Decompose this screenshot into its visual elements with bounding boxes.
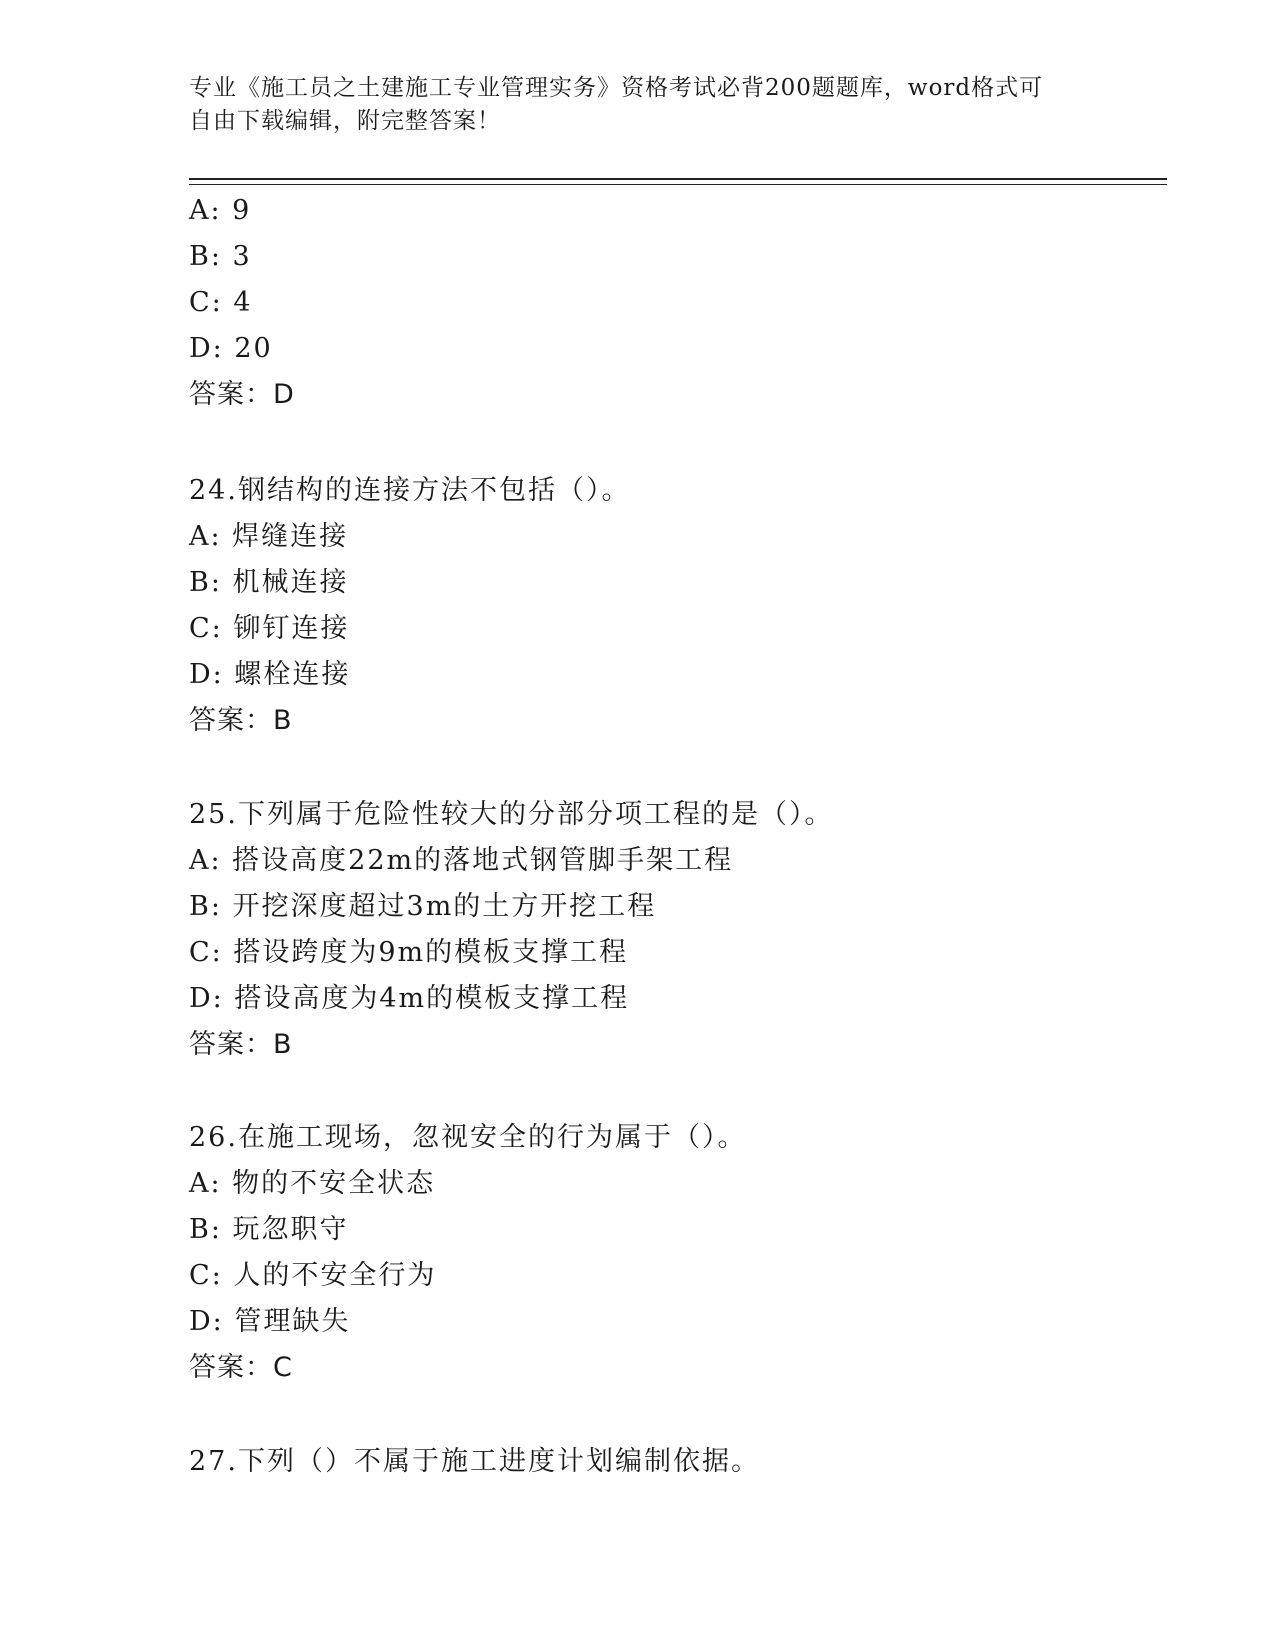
option-c: C: 搭设跨度为9m的模板支撑工程 xyxy=(189,937,629,968)
question-text: 25.下列属于危险性较大的分部分项工程的是（）。 xyxy=(189,799,834,830)
option-b: B: 机械连接 xyxy=(189,567,349,598)
option-d: D: 搭设高度为4m的模板支撑工程 xyxy=(189,983,630,1014)
document-header xyxy=(189,72,1089,138)
option-a: A: 9 xyxy=(189,195,252,226)
question-27 xyxy=(189,1439,1169,1485)
question-text: 27.下列（）不属于施工进度计划编制依据。 xyxy=(189,1446,760,1477)
header-rule-thick xyxy=(189,178,1167,180)
option-a: A: 搭设高度22m的落地式钢管脚手架工程 xyxy=(189,845,734,876)
question-23-continued xyxy=(189,188,1169,418)
question-text: 26.在施工现场，忽视安全的行为属于（）。 xyxy=(189,1122,747,1153)
answer-line: 答案：B xyxy=(189,1029,293,1060)
question-26 xyxy=(189,1115,1169,1391)
question-24 xyxy=(189,468,1169,744)
option-c: C: 4 xyxy=(189,287,253,318)
header-line-2: 自由下载编辑，附完整答案！ xyxy=(189,108,501,134)
answer-line: 答案：D xyxy=(189,379,295,410)
option-b: B: 玩忽职守 xyxy=(189,1214,349,1245)
header-rule-thin xyxy=(189,184,1167,185)
option-a: A: 物的不安全状态 xyxy=(189,1168,436,1199)
question-text: 24.钢结构的连接方法不包括（）。 xyxy=(189,475,631,506)
answer-line: 答案：C xyxy=(189,1352,293,1383)
answer-line: 答案：B xyxy=(189,705,293,736)
option-d: D: 管理缺失 xyxy=(189,1306,351,1337)
header-line-1: 专业《施工员之土建施工专业管理实务》资格考试必背200题题库，word格式可 xyxy=(189,75,1044,101)
option-c: C: 人的不安全行为 xyxy=(189,1260,437,1291)
option-d: D: 20 xyxy=(189,333,273,364)
option-d: D: 螺栓连接 xyxy=(189,659,351,690)
option-b: B: 3 xyxy=(189,241,252,272)
option-b: B: 开挖深度超过3m的土方开挖工程 xyxy=(189,891,657,922)
question-25 xyxy=(189,792,1169,1068)
option-c: C: 铆钉连接 xyxy=(189,613,350,644)
option-a: A: 焊缝连接 xyxy=(189,521,349,552)
